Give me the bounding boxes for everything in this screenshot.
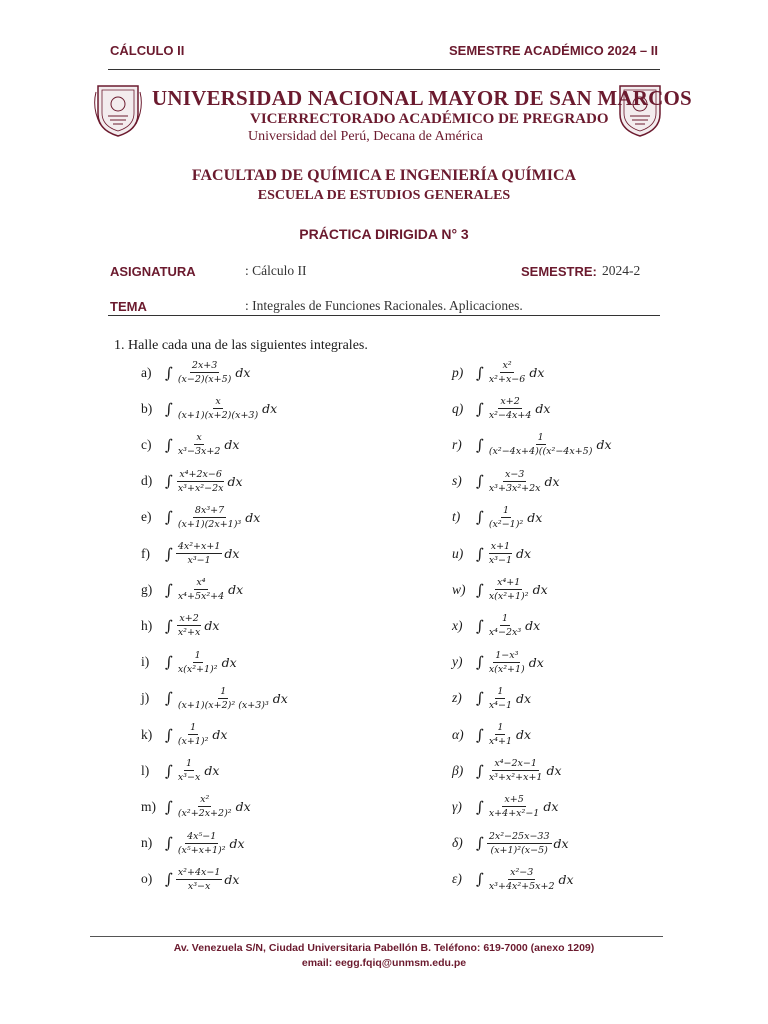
question-statement: 1. Halle cada una de las siguientes integrales. <box>114 338 368 353</box>
exercise-item <box>141 867 239 892</box>
denominator: x³−3x+2 <box>177 446 221 458</box>
numerator: x²−3 <box>510 866 534 878</box>
footer-divider <box>90 936 663 937</box>
footer-address: Av. Venezuela S/N, Ciudad Universitaria Pabellón B. Teléfono: 619-7000 (anexo 1209) <box>173 942 595 954</box>
exercise-label: t) <box>452 509 461 525</box>
fraction <box>176 505 243 530</box>
semester-label: SEMESTRE: <box>521 264 597 279</box>
denominator: (x+1)(2x+1)³ <box>177 518 242 530</box>
denominator: x³+x²−2x <box>177 482 224 494</box>
fraction <box>176 650 220 675</box>
fraction <box>176 831 228 856</box>
denominator: x⁴+5x²+4 <box>177 591 225 603</box>
exercise-label: δ) <box>452 835 463 851</box>
exercise-label: α) <box>452 726 464 742</box>
denominator: (x+1)(x+2)(x+3) <box>177 410 259 422</box>
exercise-label: i) <box>141 654 150 670</box>
denominator: (x⁵+x+1)² <box>177 844 226 856</box>
numerator: x⁴+1 <box>497 577 521 589</box>
fraction <box>487 831 552 856</box>
exercise-label: β) <box>452 762 464 778</box>
denominator: x+4+x²−1 <box>488 808 540 820</box>
exercise-item <box>141 794 251 819</box>
denominator: (x²+2x+2)² <box>177 808 232 820</box>
fraction <box>176 541 223 566</box>
exercise-item <box>452 758 562 783</box>
exercise-label: l) <box>141 762 150 778</box>
numerator: 1 <box>497 685 504 697</box>
integral-sign: ∫ <box>165 616 173 635</box>
exercise-label: x) <box>452 617 463 633</box>
fraction <box>487 613 523 638</box>
exercise-label: a) <box>141 364 152 380</box>
differential: dx <box>516 727 532 742</box>
fraction <box>487 722 514 747</box>
differential: dx <box>532 582 548 598</box>
exercise-item <box>141 613 219 638</box>
differential: dx <box>212 727 228 742</box>
fraction <box>176 432 223 457</box>
numerator: x⁴ <box>196 577 206 589</box>
exercise-item <box>452 831 569 856</box>
denominator: (x+1)² <box>177 736 209 747</box>
exercise-item <box>452 686 531 711</box>
integral-sign: ∫ <box>476 616 484 635</box>
topic-label: TEMA <box>110 299 147 314</box>
fraction <box>176 577 226 602</box>
denominator: x²+x <box>177 627 201 639</box>
exercise-item <box>141 505 260 530</box>
exercise-label: o) <box>141 871 153 887</box>
integral-sign: ∫ <box>165 435 173 454</box>
numerator: x <box>215 396 221 408</box>
integral-sign: ∫ <box>165 725 173 744</box>
integral-sign: ∫ <box>476 653 484 672</box>
differential: dx <box>272 690 288 706</box>
exercise-item <box>141 831 245 856</box>
denominator: x⁴+1 <box>488 736 512 747</box>
differential: dx <box>596 437 612 453</box>
fraction <box>176 867 223 892</box>
exercise-item <box>452 469 560 494</box>
denominator: x³−1 <box>187 555 211 566</box>
integral-sign: ∫ <box>476 544 484 563</box>
integral-sign: ∫ <box>165 797 173 816</box>
denominator: x³+4x²+5x+2 <box>488 880 555 892</box>
fraction <box>176 758 202 783</box>
exercise-item <box>141 758 219 783</box>
fraction <box>487 794 542 819</box>
exercise-label: γ) <box>452 798 462 814</box>
university-name: UNIVERSIDAD NACIONAL MAYOR DE SAN MARCOS <box>152 86 692 110</box>
exercise-label: w) <box>452 581 466 597</box>
numerator: x+5 <box>504 794 524 806</box>
denominator: x³+x²+x+1 <box>488 772 543 784</box>
exercise-label: k) <box>141 726 153 742</box>
denominator: x²−4x+4 <box>488 410 532 422</box>
numerator: 2x²−25x−33 <box>488 830 550 842</box>
fraction <box>176 469 226 494</box>
fraction <box>487 432 595 457</box>
denominator: x²+x−6 <box>488 374 526 385</box>
exercise-item <box>452 396 550 421</box>
integral-sign: ∫ <box>476 834 484 853</box>
numerator: x+2 <box>500 396 520 408</box>
integral-sign: ∫ <box>165 653 173 672</box>
integral-sign: ∫ <box>165 544 173 563</box>
exercise-label: ε) <box>452 871 462 887</box>
exercise-label: c) <box>141 436 152 452</box>
differential: dx <box>228 582 244 598</box>
fraction <box>176 686 271 711</box>
numerator: x <box>196 432 202 444</box>
integral-sign: ∫ <box>476 580 484 599</box>
differential: dx <box>235 365 251 380</box>
integral-sign: ∫ <box>165 399 173 418</box>
exercise-item <box>452 613 540 638</box>
integral-sign: ∫ <box>476 435 484 454</box>
exercise-item <box>141 360 250 385</box>
differential: dx <box>527 509 543 525</box>
exercise-label: h) <box>141 617 153 633</box>
denominator: (x+1)(x+2)² (x+3)³ <box>177 699 269 711</box>
integral-sign: ∫ <box>476 399 484 418</box>
integral-sign: ∫ <box>165 870 173 889</box>
exercise-label: g) <box>141 581 153 597</box>
fraction <box>487 650 527 675</box>
exercise-label: d) <box>141 473 153 489</box>
denominator: x(x²+1)² <box>177 663 218 675</box>
integral-sign: ∫ <box>476 472 484 491</box>
differential: dx <box>204 618 220 634</box>
exercise-item <box>452 794 558 819</box>
differential: dx <box>262 401 278 417</box>
differential: dx <box>529 365 545 380</box>
exercise-label: z) <box>452 690 462 706</box>
practice-title: PRÁCTICA DIRIGIDA N° 3 <box>299 226 469 242</box>
exercise-item <box>141 469 243 494</box>
exercise-item <box>452 541 531 566</box>
numerator: 1−x³ <box>495 649 519 661</box>
exercise-item <box>141 396 277 421</box>
integral-sign: ∫ <box>476 870 484 889</box>
integral-sign: ∫ <box>165 363 173 382</box>
exercise-label: q) <box>452 400 464 416</box>
denominator: x³+3x²+2x <box>488 482 541 494</box>
exercise-label: j) <box>141 690 150 706</box>
denominator: x³−x <box>177 772 201 784</box>
differential: dx <box>229 835 245 851</box>
footer-email: email: eegg.fqiq@unmsm.edu.pe <box>301 957 467 969</box>
exercise-item <box>141 541 239 566</box>
exercise-item <box>452 432 612 457</box>
fraction <box>487 758 545 783</box>
fraction <box>487 396 534 421</box>
integral-sign: ∫ <box>476 508 484 527</box>
numerator: 1 <box>190 722 197 733</box>
numerator: x⁴−2x−1 <box>494 758 537 770</box>
integral-sign: ∫ <box>165 472 173 491</box>
numerator: x−3 <box>504 468 525 480</box>
fraction <box>487 867 557 892</box>
fraction <box>487 577 531 602</box>
fraction <box>487 686 514 711</box>
numerator: 8x³+7 <box>194 504 225 516</box>
numerator: 1 <box>220 685 227 697</box>
exercise-label: f) <box>141 545 150 561</box>
exercise-item <box>141 650 237 675</box>
exercise-label: r) <box>452 436 462 452</box>
topic-value: : Integrales de Funciones Racionales. Aplicaciones. <box>245 298 523 313</box>
differential: dx <box>546 763 562 779</box>
denominator: (x²−1)² <box>488 518 524 530</box>
differential: dx <box>543 799 559 815</box>
differential: dx <box>516 546 532 561</box>
meta-divider <box>108 315 660 316</box>
differential: dx <box>224 546 240 561</box>
numerator: x+2 <box>179 613 199 625</box>
header-divider <box>108 69 660 70</box>
integral-sign: ∫ <box>165 761 173 780</box>
differential: dx <box>558 871 574 887</box>
fraction <box>176 396 260 421</box>
exercise-item <box>141 577 243 602</box>
exercise-item <box>141 686 288 711</box>
integral-sign: ∫ <box>165 834 173 853</box>
integral-sign: ∫ <box>165 689 173 708</box>
exercise-label: u) <box>452 545 464 561</box>
denominator: (x²−4x+4)((x²−4x+5) <box>488 446 593 458</box>
integral-sign: ∫ <box>476 797 484 816</box>
exercise-label: e) <box>141 509 152 525</box>
differential: dx <box>528 654 544 670</box>
denominator: (x−2)(x+5) <box>177 374 232 385</box>
denominator: x³−1 <box>488 555 512 566</box>
subject-value: : Cálculo II <box>245 263 307 278</box>
numerator: 1 <box>497 722 504 733</box>
denominator: x³−x <box>187 880 211 892</box>
exercise-item <box>452 360 544 385</box>
differential: dx <box>544 473 560 489</box>
differential: dx <box>227 473 243 489</box>
exercise-item <box>141 432 239 457</box>
fraction <box>487 469 543 494</box>
numerator: 4x²+x+1 <box>177 541 221 552</box>
differential: dx <box>553 835 569 851</box>
exercise-item <box>141 722 227 747</box>
fraction <box>176 360 234 385</box>
exercise-item <box>452 650 544 675</box>
exercise-label: y) <box>452 654 463 670</box>
fraction <box>487 360 528 385</box>
vice-rectorate: VICERRECTORADO ACADÉMICO DE PREGRADO <box>250 111 609 127</box>
denominator: x(x²+1) <box>488 663 525 675</box>
school-name: ESCUELA DE ESTUDIOS GENERALES <box>257 188 511 203</box>
exercise-label: n) <box>141 835 153 851</box>
university-seal-icon <box>92 80 144 138</box>
semester-header: SEMESTRE ACADÉMICO 2024 – II <box>448 43 658 58</box>
semester-value: 2024-2 <box>602 263 641 278</box>
integral-sign: ∫ <box>476 689 484 708</box>
fraction <box>487 505 525 530</box>
differential: dx <box>525 618 541 634</box>
faculty-name: FACULTAD DE QUÍMICA E INGENIERÍA QUÍMICA <box>191 167 577 184</box>
differential: dx <box>245 509 261 525</box>
exercise-item <box>452 867 574 892</box>
denominator: x(x²+1)² <box>488 591 529 603</box>
numerator: 1 <box>503 504 510 516</box>
numerator: 1 <box>501 613 509 625</box>
numerator: 2x+3 <box>191 360 218 371</box>
university-motto: Universidad del Perú, Decana de América <box>248 129 483 144</box>
differential: dx <box>224 437 240 453</box>
denominator: x⁴−1 <box>488 699 512 711</box>
numerator: 4x⁵−1 <box>187 830 217 842</box>
differential: dx <box>516 690 532 706</box>
subject-label: ASIGNATURA <box>110 264 196 279</box>
differential: dx <box>235 799 251 815</box>
denominator: x⁴−2x³ <box>488 627 522 639</box>
fraction <box>176 722 211 747</box>
exercise-label: b) <box>141 400 153 416</box>
numerator: x+1 <box>490 541 511 552</box>
course-header: CÁLCULO II <box>110 43 185 58</box>
numerator: x² <box>502 360 512 371</box>
integral-sign: ∫ <box>165 508 173 527</box>
integral-sign: ∫ <box>476 363 484 382</box>
differential: dx <box>221 654 237 670</box>
exercise-item <box>452 722 531 747</box>
differential: dx <box>204 763 220 779</box>
differential: dx <box>224 871 240 887</box>
numerator: 1 <box>194 649 201 661</box>
denominator: (x+1)²(x−5) <box>490 844 548 856</box>
exercise-item <box>452 505 542 530</box>
fraction <box>176 613 202 638</box>
exercise-label: s) <box>452 473 462 489</box>
integral-sign: ∫ <box>476 725 484 744</box>
integral-sign: ∫ <box>165 580 173 599</box>
numerator: x⁴+2x−6 <box>179 468 222 480</box>
integral-sign: ∫ <box>476 761 484 780</box>
exercise-item <box>452 577 548 602</box>
numerator: 1 <box>537 432 544 444</box>
fraction <box>487 541 514 566</box>
exercise-label: m) <box>141 798 156 814</box>
numerator: 1 <box>186 758 193 770</box>
fraction <box>176 794 234 819</box>
numerator: x²+4x−1 <box>177 866 221 878</box>
differential: dx <box>535 401 551 417</box>
exercise-label: p) <box>452 364 464 380</box>
numerator: x² <box>200 794 210 806</box>
